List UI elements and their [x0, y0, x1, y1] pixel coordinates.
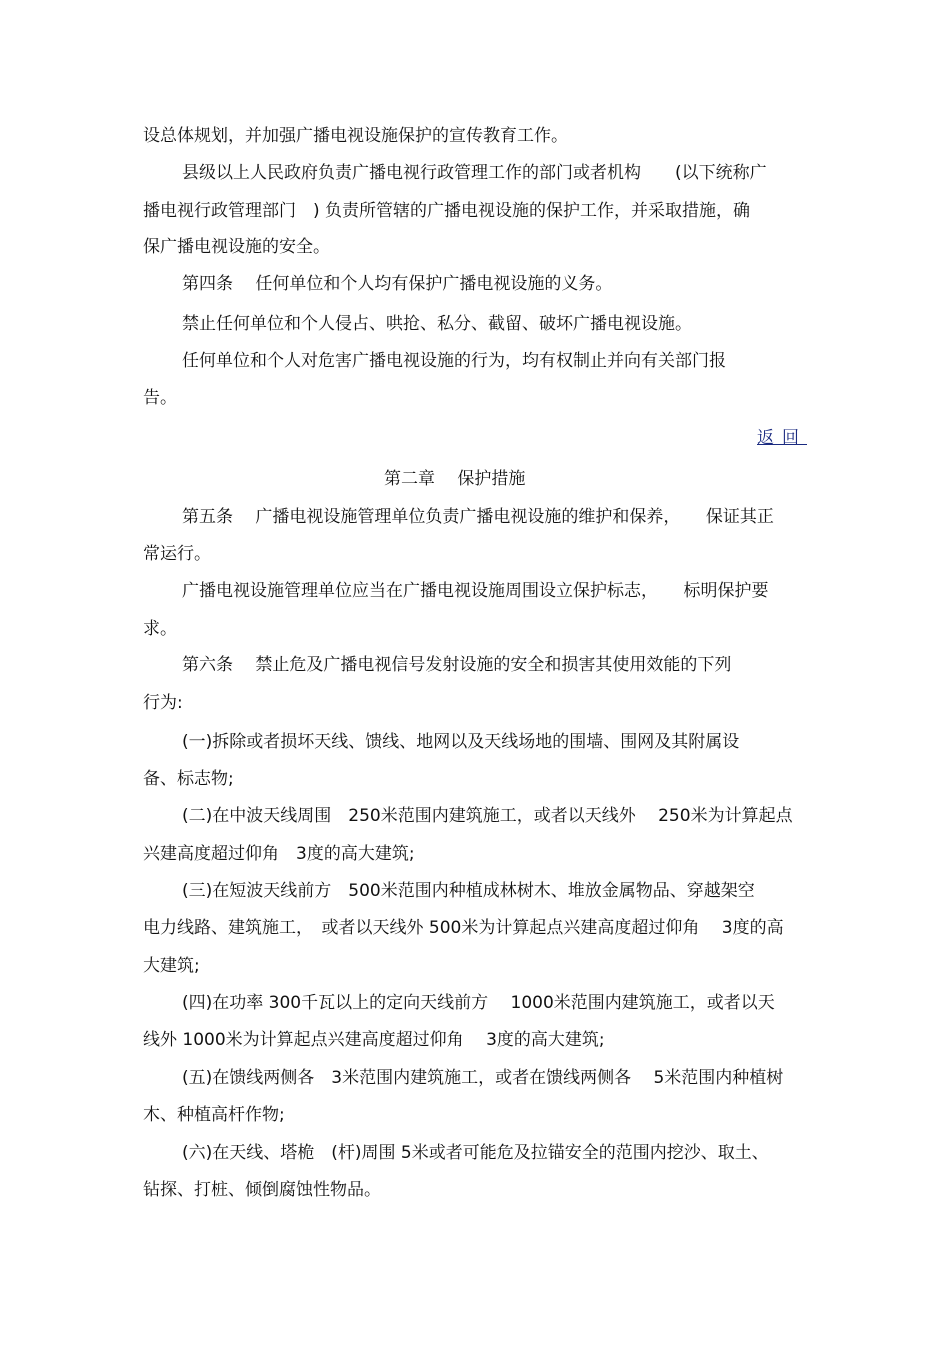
paragraph-line: 线外 1000米为计算起点兴建高度超过仰角 3度的高大建筑; [143, 1030, 605, 1050]
back-link[interactable]: 返回 [757, 428, 807, 448]
list-item-line: (一)拆除或者损坏天线、馈线、地网以及天线场地的围墙、围网及其附属设 [182, 732, 740, 752]
article-5-line: 第五条 广播电视设施管理单位负责广播电视设施的维护和保养， 保证其正 [182, 507, 774, 527]
paragraph-line: 保广播电视设施的安全。 [143, 237, 330, 257]
paragraph-line: 木、种植高杆作物; [143, 1105, 285, 1125]
paragraph-line: 求。 [143, 619, 177, 639]
list-item-line: (六)在天线、塔桅 (杆)周围 5米或者可能危及拉锚安全的范围内挖沙、取土、 [182, 1143, 769, 1163]
paragraph-line: 禁止任何单位和个人侵占、哄抢、私分、截留、破坏广播电视设施。 [182, 314, 692, 334]
paragraph-line: 常运行。 [143, 544, 211, 564]
paragraph-line: 设总体规划，并加强广播电视设施保护的宣传教育工作。 [143, 126, 568, 146]
list-item-line: (四)在功率 300千瓦以上的定向天线前方 1000米范围内建筑施工，或者以天 [182, 993, 775, 1013]
paragraph-line: 电力线路、建筑施工， 或者以天线外 500米为计算起点兴建高度超过仰角 3度的高 [143, 918, 784, 938]
paragraph-line: 钻探、打桩、倾倒腐蚀性物品。 [143, 1180, 381, 1200]
list-item-line: (二)在中波天线周围 250米范围内建筑施工，或者以天线外 250米为计算起点 [182, 806, 793, 826]
paragraph-line: 备、标志物; [143, 769, 234, 789]
paragraph-line: 大建筑; [143, 956, 200, 976]
paragraph-line: 行为: [143, 693, 183, 713]
list-item-line: (五)在馈线两侧各 3米范围内建筑施工，或者在馈线两侧各 5米范围内种植树 [182, 1068, 784, 1088]
paragraph-line: 任何单位和个人对危害广播电视设施的行为，均有权制止并向有关部门报 [182, 351, 726, 371]
article-4-line: 第四条 任何单位和个人均有保护广播电视设施的义务。 [182, 274, 613, 294]
paragraph-line: 兴建高度超过仰角 3度的高大建筑; [143, 844, 415, 864]
paragraph-line: 播电视行政管理部门 ) 负责所管辖的广播电视设施的保护工作，并采取措施，确 [143, 201, 751, 221]
paragraph-line: 告。 [143, 388, 177, 408]
list-item-line: (三)在短波天线前方 500米范围内种植成林树木、堆放金属物品、穿越架空 [182, 881, 755, 901]
article-6-line: 第六条 禁止危及广播电视信号发射设施的安全和损害其使用效能的下列 [182, 655, 732, 675]
paragraph-line: 广播电视设施管理单位应当在广播电视设施周围设立保护标志， 标明保护要 [182, 581, 769, 601]
chapter-title: 第二章 保护措施 [384, 469, 526, 489]
paragraph-line: 县级以上人民政府负责广播电视行政管理工作的部门或者机构 (以下统称广 [182, 163, 767, 183]
